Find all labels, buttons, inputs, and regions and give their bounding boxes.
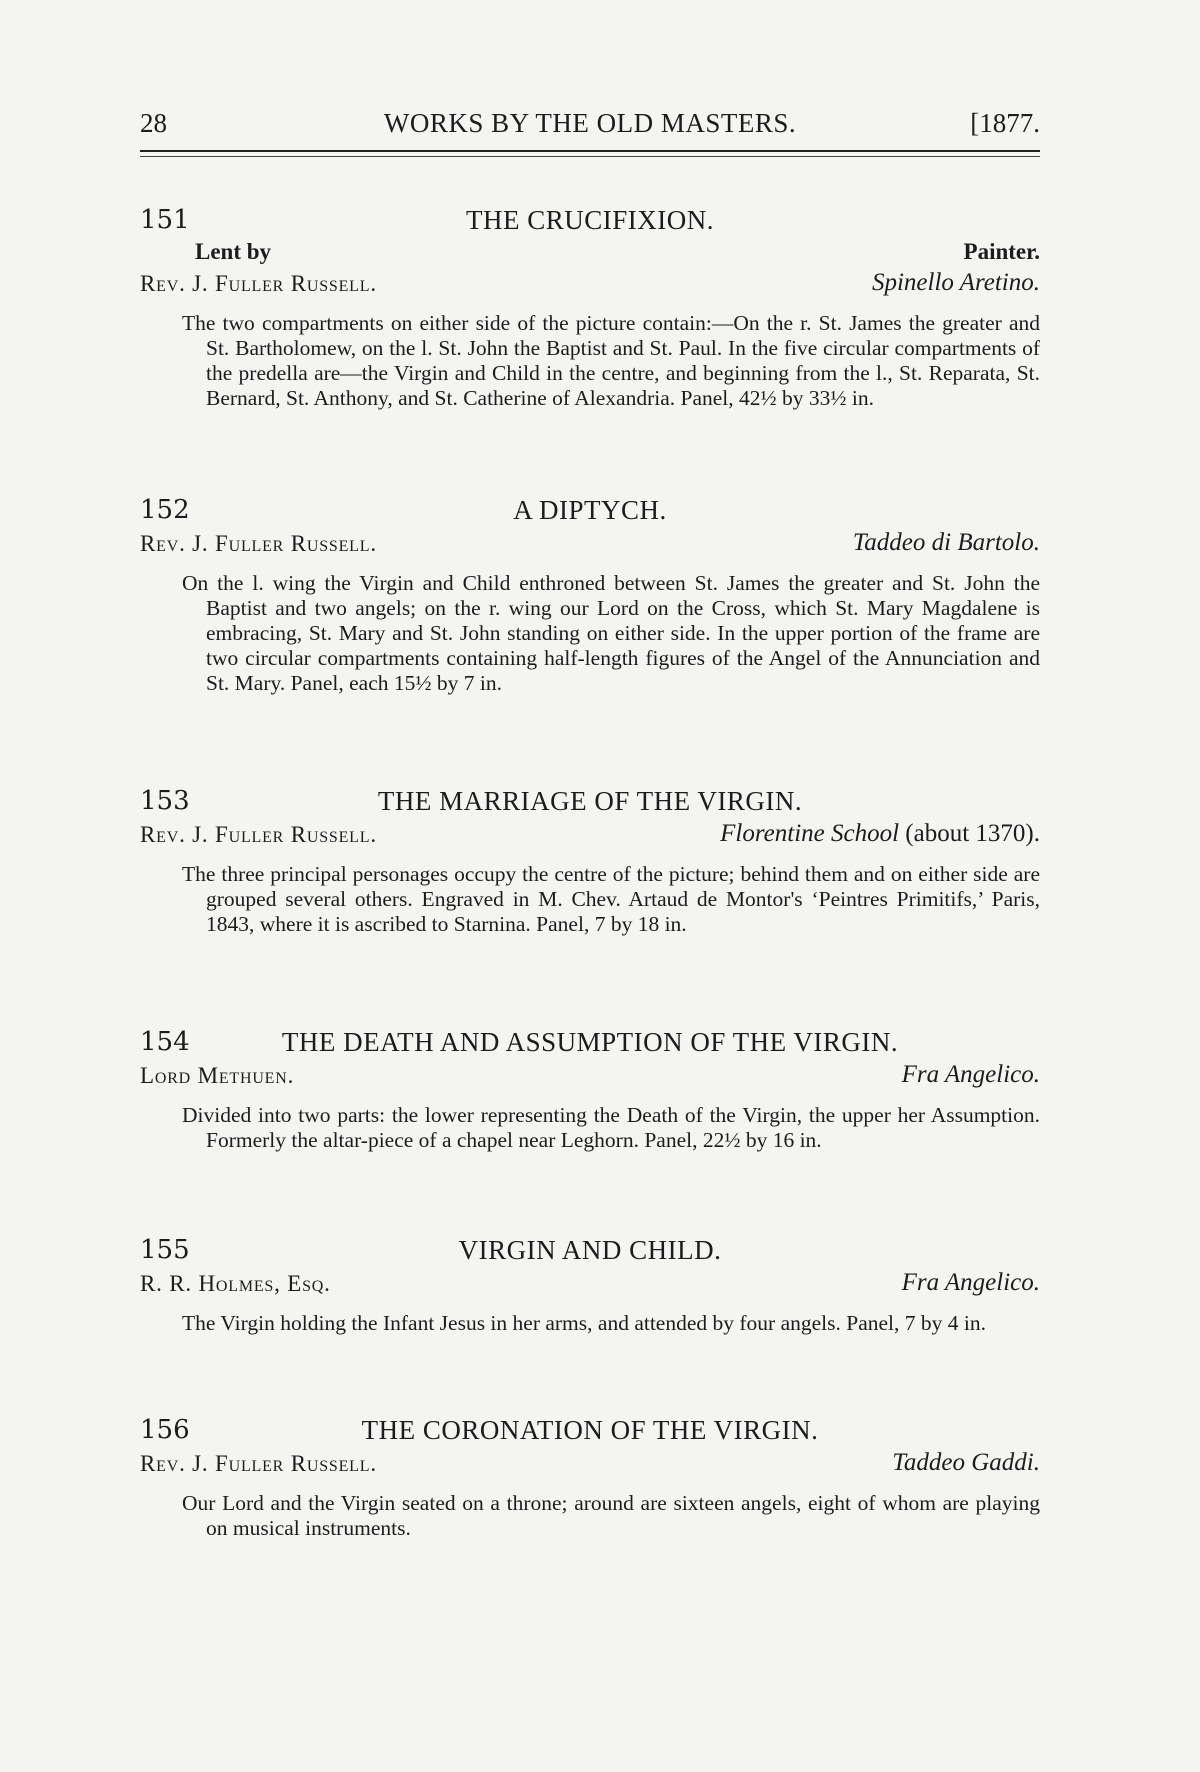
page-header (140, 108, 1040, 140)
running-title: WORKS BY THE OLD MASTERS. (383, 108, 797, 138)
entry-description: On the l. wing the Virgin and Child enthroned between St. James the greater and St. John the Baptist and two angels; on the r. wing our Lord on the Cross, which St. Mary Magdalene is embracing, St. Mary and St. John standing on either side. In the upper portion of the frame are two circular compartments containing half-length figures of the Angel of the Annunciation and St. Mary. Panel, each 15½ by 7 in. (182, 571, 1040, 695)
entry-description: The Virgin holding the Infant Jesus in her arms, and attended by four angels. Panel, 7 by 4 in. (182, 1311, 987, 1335)
lender-name: Rev. J. Fuller Russell. (140, 1451, 377, 1476)
entry-number: 152 (140, 495, 190, 525)
entry-number: 153 (140, 786, 190, 816)
painter-name: Spinello Aretino. (871, 269, 1040, 296)
entry-description: Divided into two parts: the lower representing the Death of the Virgin, the upper her Assumption. Formerly the altar-piece of a chapel near Leghorn. Panel, 22½ by 16 in. (182, 1103, 1040, 1152)
catalogue-entry (140, 205, 1040, 411)
painter-label: Painter. (963, 239, 1040, 264)
entry-description: The three principal personages occupy the centre of the picture; behind them and on either side are grouped several others. Engraved in M. Chev. Artaud de Montor's ‘Peintres Primitifs,’ Paris, 1843, where it is ascribed to Starnina. Panel, 7 by 18 in. (182, 862, 1040, 936)
lender-name: Lord Methuen. (140, 1063, 295, 1088)
entry-title: THE CORONATION OF THE VIRGIN. (361, 1415, 819, 1445)
painter-name: Fra Angelico. (901, 1269, 1040, 1296)
lender-name: Rev. J. Fuller Russell. (140, 531, 377, 556)
lent-by-label: Lent by (195, 239, 272, 264)
page-number: 28 (140, 108, 167, 138)
catalogue-entry (140, 1415, 1040, 1541)
entry-number: 151 (140, 205, 190, 235)
entry-title: VIRGIN AND CHILD. (458, 1235, 722, 1265)
entry-number: 154 (140, 1027, 190, 1057)
lender-name: Rev. J. Fuller Russell. (140, 822, 377, 847)
painter-name: Fra Angelico. (901, 1061, 1040, 1088)
lender-name: Rev. J. Fuller Russell. (140, 271, 377, 296)
entry-description: Our Lord and the Virgin seated on a throne; around are sixteen angels, eight of whom are playing on musical instruments. (182, 1491, 1040, 1540)
catalogue-entry (140, 495, 1040, 696)
header-year: [1877. (970, 108, 1040, 138)
entry-number: 156 (140, 1415, 190, 1445)
entry-title: THE DEATH AND ASSUMPTION OF THE VIRGIN. (281, 1027, 899, 1057)
entry-title: A DIPTYCH. (513, 495, 667, 525)
catalogue-entry (140, 1235, 1040, 1336)
painter-name: Taddeo di Bartolo. (852, 529, 1040, 556)
header-rule-thin (140, 156, 1040, 157)
header-rule (140, 150, 1040, 152)
lender-name: R. R. Holmes, Esq. (140, 1271, 331, 1296)
entry-title: THE MARRIAGE OF THE VIRGIN. (377, 786, 803, 816)
catalogue-entry (140, 1027, 1040, 1153)
painter-date-note: (about 1370). (905, 820, 1040, 847)
painter-name: Taddeo Gaddi. (892, 1449, 1040, 1476)
entry-title: THE CRUCIFIXION. (466, 205, 714, 235)
catalogue-entry (140, 786, 1040, 937)
painter-name (720, 820, 1040, 848)
entry-description: The two compartments on either side of the picture contain:—On the r. St. James the greater and St. Bartholomew, on the l. St. John the Baptist and St. Paul. In the five circular compartments of the predella are—the Virgin and Child in the centre, and beginning from the l., St. Reparata, St. Bernard, St. Anthony, and St. Catherine of Alexandria. Panel, 42½ by 33½ in. (182, 311, 1040, 410)
painter-school: Florentine School (720, 820, 900, 847)
entry-number: 155 (140, 1235, 190, 1265)
